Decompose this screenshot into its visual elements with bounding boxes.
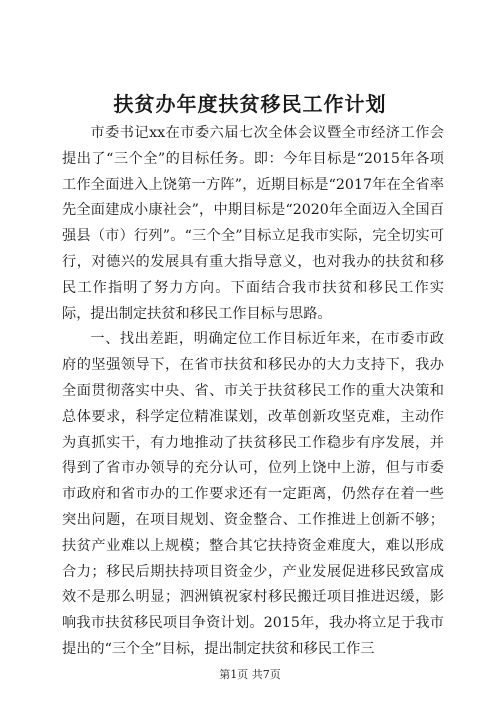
paragraph-section-one: 一、找出差距，明确定位工作目标近年来，在市委市政府的坚强领导下，在省市扶贫和移民办的大力支持下，我办全面贯彻落实中央、省、市关于扶贫移民工作的重大决策和总体要求，科学定位精准谋划，改革创新攻坚克难，主动作为真抓实干，有力地推动了扶贫移民工作稳步有序发展，并得到了省市办领导的充分认可，位列上饶中上游，但与市委市政府和省市办的工作要求还有一定距离，仍然存在着一些突出问题，在项目规划、资金整合、工作推进上创新不够；扶贫产业难以上规模；整合其它扶持资金难度大，难以形成合力；移民后期扶持项目资金少，产业发展促进移民致富成效不是那么明显；泗洲镇祝家村移民搬迁项目推进迟缓，影响我市扶贫移民项目争资计划。2015年，我办将立足于我市提出的“三个全”目标，提出制定扶贫和移民工作三 [62,331,444,657]
document-title: 扶贫办年度扶贫移民工作计划 [113,92,387,116]
paragraph-intro: 市委书记xx在市委六届七次全体会议暨全市经济工作会提出了“三个全”的目标任务。即：今年目标是“2015年各项工作全面进入上饶第一方阵”，近期目标是“2017年在全省率先全面建成小康社会”，中期目标是“2020年全面迈入全国百强县（市）行列”。“三个全”目标立足我市实际，完全切实可行，对德兴的发展具有重大指导意义，也对我办的扶贫和移民工作指明了努力方向。下面结合我市扶贫和移民工作实际，提出制定扶贫和移民工作目标与思路。 [62,125,444,322]
document-body [62,121,444,663]
page-number: 第1页 共7页 [219,668,281,681]
